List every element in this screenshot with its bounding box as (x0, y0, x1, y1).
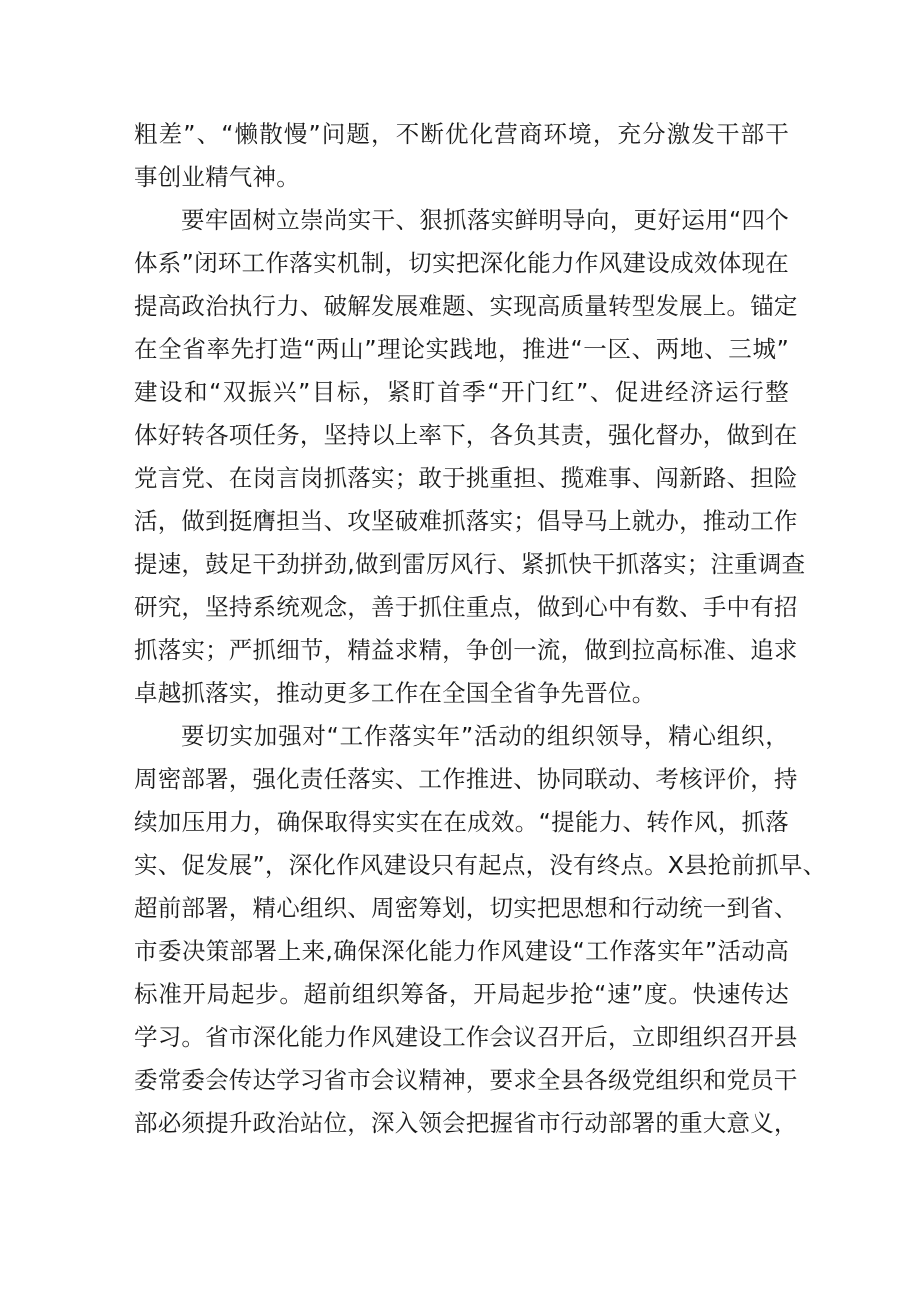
text-line: 市委决策部署上来,确保深化能力作风建设“工作落实年”活动高 (134, 937, 789, 965)
text-line: 部必须提升政治站位，深入领会把握省市行动部署的重大意义， (134, 1109, 798, 1137)
text-line: 事创业精气神。 (134, 163, 300, 191)
text-line: 超前部署，精心组织、周密筹划，切实把思想和行动统一到省、 (134, 894, 798, 922)
text-line: 活，做到挺膺担当、攻坚破难抓落实；倡导马上就办，推动工作 (134, 507, 798, 535)
text-line: 委常委会传达学习省市会议精神，要求全县各级党组织和党员干 (134, 1066, 798, 1094)
text-line: 要切实加强对“工作落实年”活动的组织领导，精心组织， (181, 722, 789, 750)
text-line: 在全省率先打造“两山”理论实践地，推进“一区、两地、三城” (134, 335, 789, 363)
text-line: 建设和“双振兴”目标，紧盯首季“开门红”、促进经济运行整 (134, 378, 789, 406)
text-line: 抓落实；严抓细节，精益求精，争创一流，做到拉高标准、追求 (134, 636, 798, 664)
text-line: 学习。省市深化能力作风建设工作会议召开后，立即组织召开县 (134, 1023, 798, 1051)
text-line: 提速，鼓足干劲拼劲,做到雷厉风行、紧抓快干抓落实；注重调查 (134, 550, 806, 578)
text-line: 续加压用力，确保取得实实在在成效。“提能力、转作风，抓落 (134, 808, 789, 836)
paragraph-1 (134, 113, 789, 199)
paragraph-2 (134, 199, 806, 715)
text-line: 标准开局起步。超前组织筹备，开局起步抢“速”度。快速传达 (134, 980, 789, 1008)
text-line: 体系”闭环工作落实机制，切实把深化能力作风建设成效体现在 (134, 249, 789, 277)
document-body (134, 113, 827, 1145)
text-line: 体好转各项任务，坚持以上率下，各负其责，强化督办，做到在 (134, 421, 798, 449)
text-line: 党言党、在岗言岗抓落实；敢于挑重担、揽难事、闯新路、担险 (134, 464, 798, 492)
text-line: 卓越抓落实，推动更多工作在全国全省争先晋位。 (134, 679, 656, 707)
text-line: 粗差”、“懒散慢”问题，不断优化营商环境，充分激发干部干 (134, 120, 789, 148)
text-line: 要牢固树立崇尚实干、狠抓落实鲜明导向，更好运用“四个 (181, 206, 789, 234)
text-line: 周密部署，强化责任落实、工作推进、协同联动、考核评价，持 (134, 765, 798, 793)
text-line: 研究，坚持系统观念，善于抓住重点，做到心中有数、手中有招 (134, 593, 798, 621)
text-line: 实、促发展”，深化作风建设只有起点，没有终点。X县抢前抓早、 (134, 851, 827, 879)
paragraph-3 (134, 715, 827, 1145)
text-line: 提高政治执行力、破解发展难题、实现高质量转型发展上。锚定 (134, 292, 798, 320)
